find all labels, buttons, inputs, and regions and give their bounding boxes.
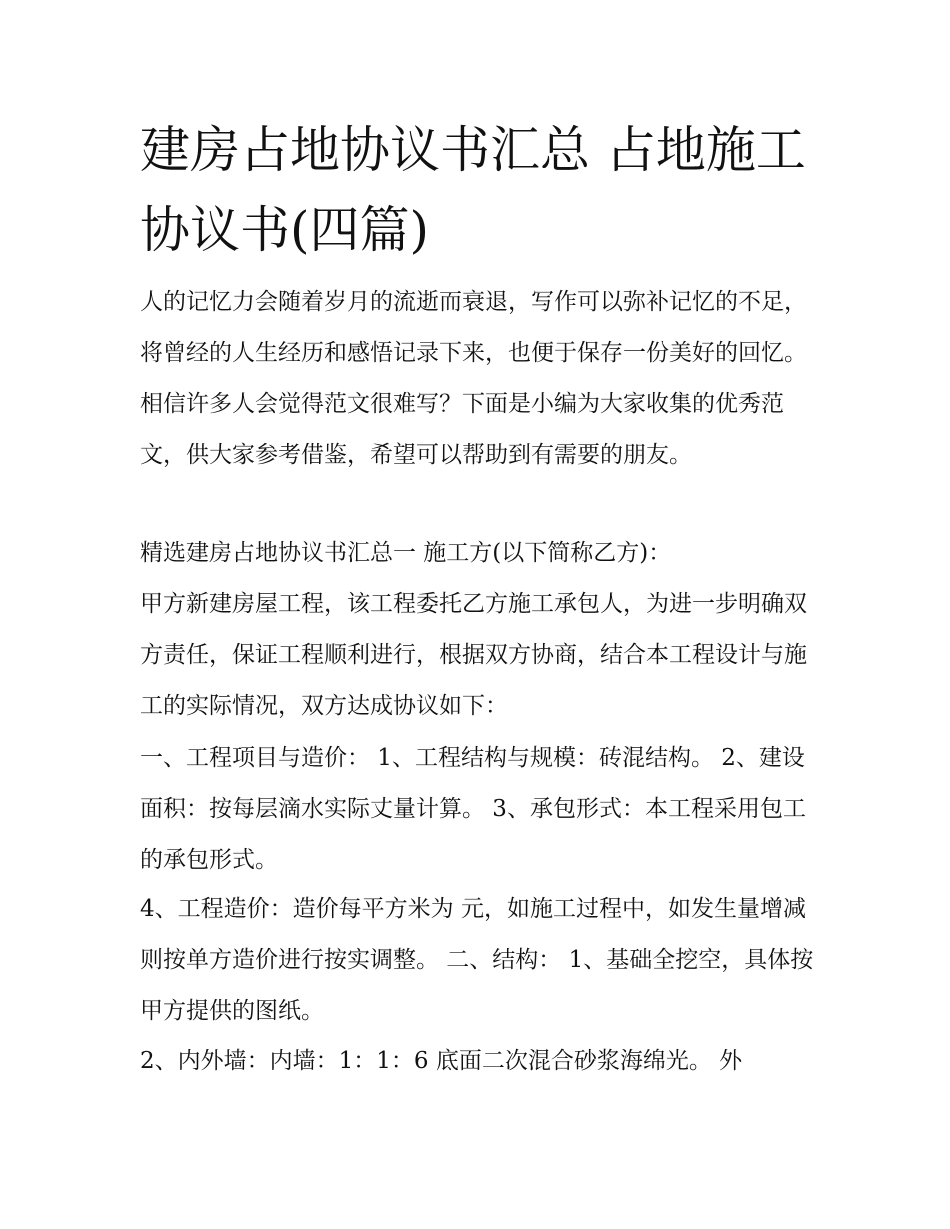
- agreement-preamble-paragraph: 甲方新建房屋工程，该工程委托乙方施工承包人，为进一步明确双方责任，保证工程顺利进行，根据双方协商，结合本工程设计与施工的实际情况，双方达成协议如下：: [140, 591, 807, 719]
- section-heading-paragraph: 精选建房占地协议书汇总一 施工方(以下简称乙方)：: [140, 540, 672, 566]
- walls-paragraph: 2、内外墙：内墙：1：1：6 底面二次混合砂浆海绵光。 外: [140, 1048, 743, 1074]
- document-title: 建房占地协议书汇总 占地施工协议书(四篇): [140, 121, 806, 259]
- construction-cost-paragraph: 4、工程造价：造价每平方米为 元，如施工过程中，如发生量增减则按单方造价进行按实调整。 二、结构： 1、基础全挖空，具体按甲方提供的图纸。: [140, 896, 814, 1024]
- intro-paragraph: 人的记忆力会随着岁月的流逝而衰退，写作可以弥补记忆的不足，将曾经的人生经历和感悟记录下来，也便于保存一份美好的回忆。相信许多人会觉得范文很难写？下面是小编为大家收集的优秀范文，供大家参考借鉴，希望可以帮助到有需要的朋友。: [140, 289, 807, 468]
- project-cost-paragraph: 一、工程项目与造价： 1、工程结构与规模：砖混结构。 2、建设面积：按每层滴水实际丈量计算。 3、承包形式：本工程采用包工的承包形式。: [140, 745, 806, 873]
